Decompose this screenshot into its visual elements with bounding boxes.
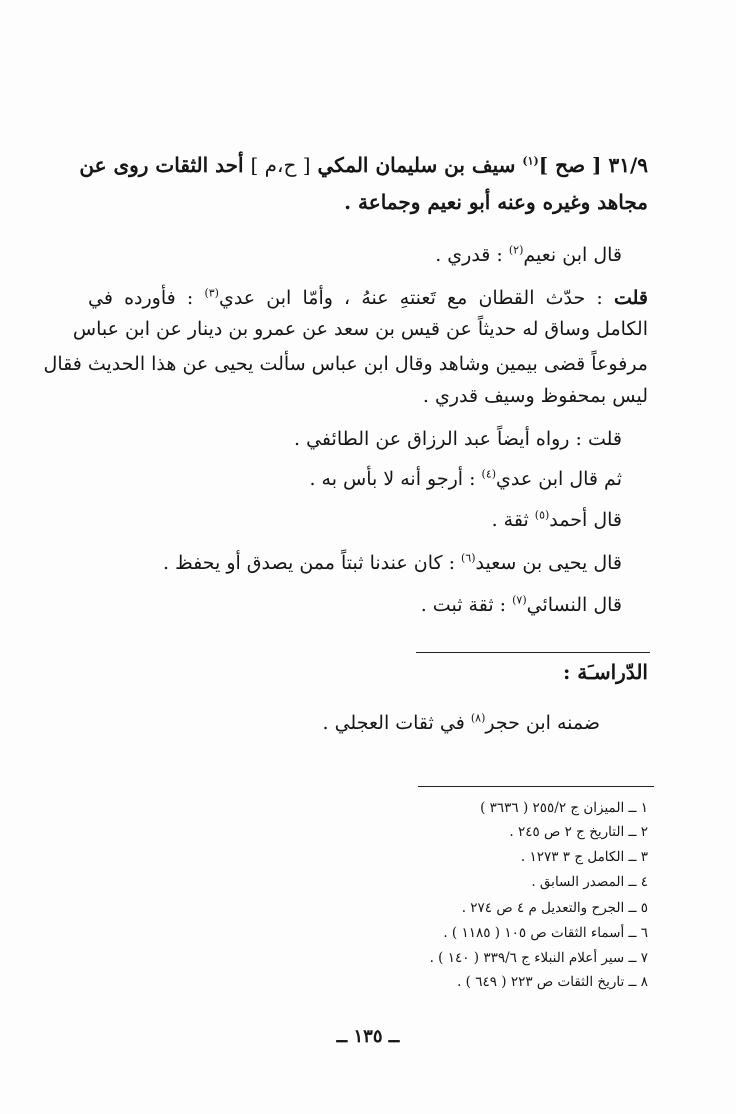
footnote-ref-4: (٤) [481,467,497,481]
entry-heading-line-2: مجاهد وغيره وعنه أبو نعيم وجماعة . [344,190,648,214]
entry-codes: [ ح،م ] [250,153,311,177]
quote-yahya: قال يحيى بن سعيد$^{(٦)}$ : كان عندنا ثبتاً ممن يصدق أو يحفظ . [163,551,622,574]
footnote-4: ٤ ــ المصدر السابق . [531,874,648,890]
footnote-ref-7: (٧) [512,593,527,607]
quote-ahmad: قال أحمد$^{(٥)}$ ثقة . [491,508,622,531]
footnote-1: ١ ــ الميزان ج ٢٥٥/٢ ( ٣٦٣٦ ) [480,800,648,816]
quote-abu-nuaym: قال ابن نعيم$^{(٢)}$ : قدري . [435,243,622,266]
entry-symbol: [ صح ] [538,153,602,177]
footnote-6: ٦ ــ أسماء الثقات ص ١٠٥ ( ١١٨٥ ) . [443,925,648,941]
footnote-2: ٢ ــ التاريخ ج ٢ ص ٢٤٥ . [509,824,648,840]
quote-ibn-adi: ثم قال ابن عدي$^{(٤)}$ : أرجو أنه لا بأس به . [309,467,622,490]
qultu-label: قلت [613,287,648,309]
entry-heading-line [79,150,648,180]
entry-name: سيف بن سليمان المكي [317,153,516,177]
footnote-ref-3: (٣) [204,286,219,300]
footnote-ref-5: (٥) [534,508,550,522]
footnote-8: ٨ ــ تاريخ الثقات ص ٢٢٣ ( ٦٤٩ ) . [457,974,648,990]
footnote-ref-6: (٦) [461,551,476,565]
footnote-ref-2: (٢) [508,243,524,257]
footnote-ref-8: (٨) [470,711,486,725]
study-text: ضمنه ابن حجر$^{(٨)}$ في ثقات العجلي . [322,711,600,734]
footnote-5: ٥ ــ الجرح والتعديل م ٤ ص ٢٧٤ . [461,900,648,916]
entry-number: ٣١/٩ [608,153,648,177]
study-heading: الدّراسـَة : [562,660,648,684]
qultu-paragraph-line-2: الكامل وساق له حديثاً عن قيس بن سعد عن عمرو بن دينار عن ابن عباس [72,318,648,340]
entry-description: أحد الثقات روى عن [79,153,244,177]
footnote-3: ٣ ــ الكامل ج ٣ ١٢٧٣ . [520,849,648,865]
quote-nasai: قال النسائي$^{(٧)}$ : ثقة ثبت . [420,593,622,616]
study-rule [416,652,650,653]
footnote-ref-1: (١) [522,154,539,168]
footnotes-rule [418,786,654,787]
page-number: ــ ١٣٥ ــ [336,1026,400,1047]
qultu-paragraph-line-4: ليس بمحفوظ وسيف قدري . [422,385,648,407]
footnote-7: ٧ ــ سير أعلام النبلاء ج ٣٣٩/٦ ( ١٤٠ ) . [429,950,648,966]
qultu-paragraph-line-3: مرفوعاً قضى بيمين وشاهد وقال ابن عباس سألت يحيى عن هذا الحديث فقال [43,353,648,375]
qultu-paragraph-line-1: قلت : حدّث القطان مع تَعنتهِ عنهُ ، وأمّا ابن عدي$^{(٣)}$ : فأورده في [88,286,648,309]
quote-qultu-abdulrazzaq: قلت : رواه أيضاً عبد الرزاق عن الطائفي . [294,428,622,450]
